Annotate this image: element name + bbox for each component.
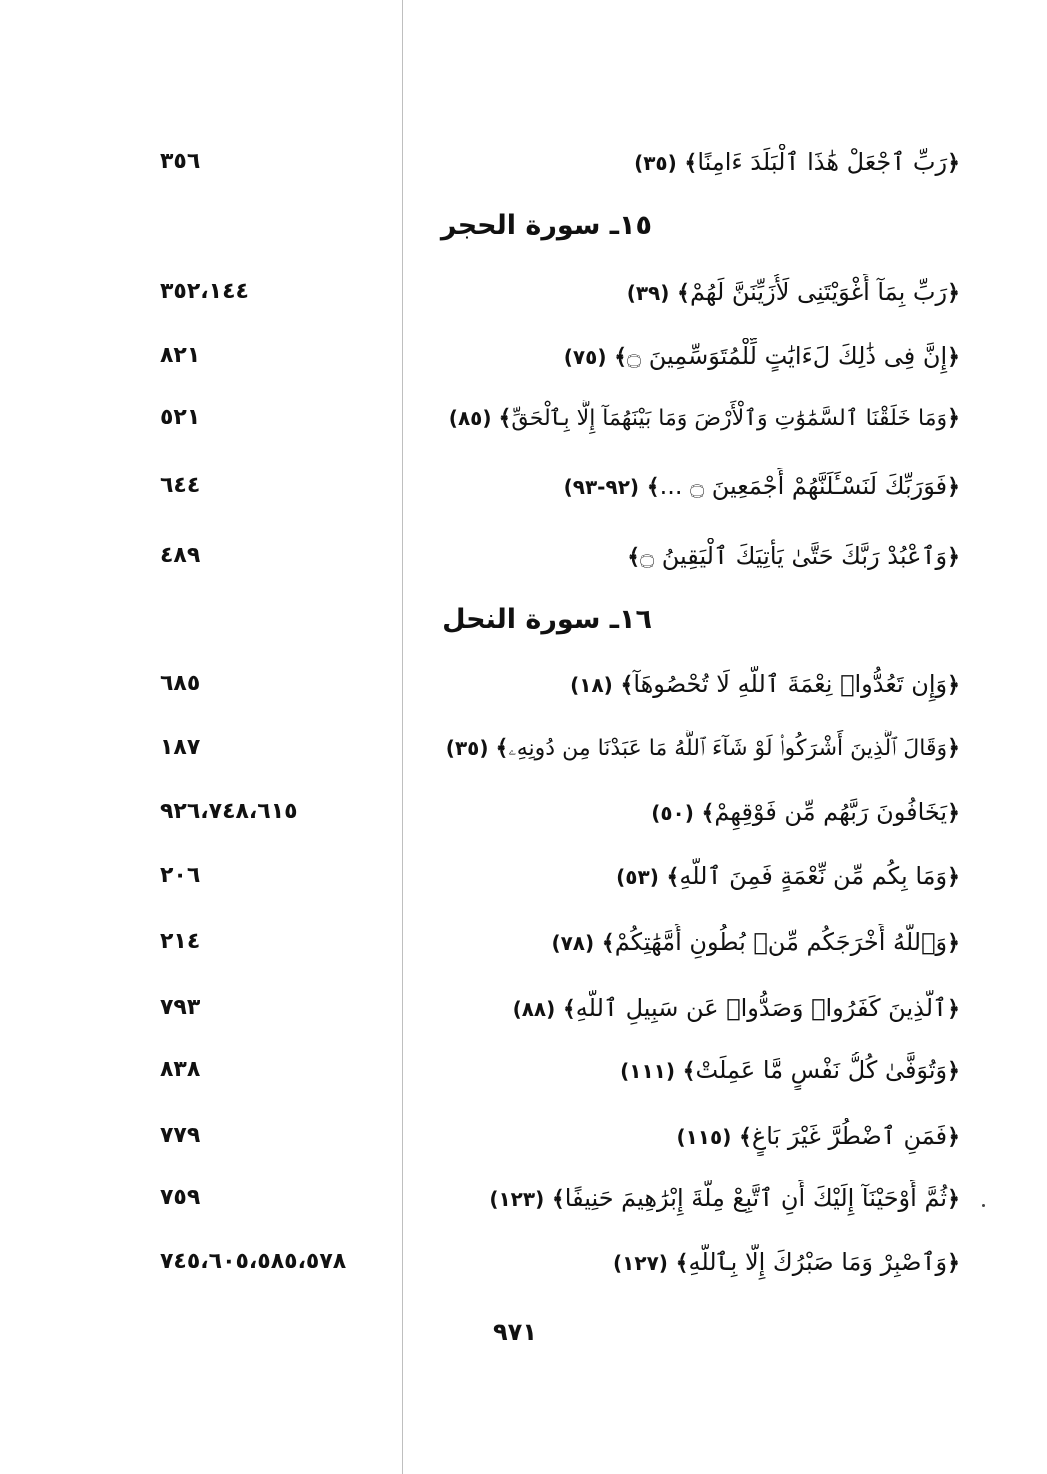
ink-dot: [982, 1204, 985, 1207]
page-references: ٧٤٥،٦٠٥،٥٨٥،٥٧٨: [160, 1249, 347, 1274]
verse-line: [400, 338, 960, 376]
close-bracket: ﴾: [495, 736, 509, 761]
open-bracket: ﴿: [947, 931, 960, 956]
close-bracket: ﴾: [620, 673, 634, 698]
verse-line: [400, 1244, 960, 1282]
page-references: ٧٩٣: [160, 995, 201, 1020]
verse-number: (١٢٧): [613, 1251, 668, 1275]
verse-text: وَمَا بِكُم مِّن نِّعْمَةٍ فَمِنَ ٱللَّهِ: [679, 862, 948, 890]
verse-line: [400, 468, 960, 506]
verse-line: [375, 730, 960, 767]
page-number: ٩٧١: [493, 1318, 537, 1346]
verse-text: ٱلَّذِينَ كَفَرُوا۟ وَصَدُّوا۟ عَن سَبِيلِ ٱللَّهِ: [575, 994, 948, 1022]
list-item: [0, 272, 1047, 322]
list-item: [0, 142, 1047, 192]
open-bracket: ﴿: [947, 1251, 960, 1276]
open-bracket: ﴿: [947, 281, 960, 306]
verse-number: (١٨): [570, 673, 613, 697]
close-bracket: ﴾: [498, 406, 512, 431]
list-item: [0, 1242, 1047, 1292]
page-references: ٢١٤: [160, 929, 201, 954]
verse-text: وَتُوَفَّىٰ كُلُّ نَفْسٍ مَّا عَمِلَتْ: [695, 1056, 948, 1084]
page-references: ٤٨٩: [160, 543, 201, 568]
verse-text: فَوَرَبِّكَ لَنَسْـَٔلَنَّهُمْ أَجْمَعِينَ ۝ ...: [659, 472, 948, 500]
open-bracket: ﴿: [947, 997, 960, 1022]
verse-number: (١٢٣): [489, 1187, 545, 1211]
page-references: ٣٥٢،١٤٤: [160, 279, 249, 304]
open-bracket: ﴿: [947, 801, 960, 826]
open-bracket: ﴿: [947, 865, 960, 890]
verse-text: وَٱللَّهُ أَخْرَجَكُم مِّنۢ بُطُونِ أُمَّهَٰتِكُمْ: [614, 928, 948, 956]
list-item: [0, 856, 1047, 906]
verse-number: (٧٥): [563, 345, 607, 369]
close-bracket: ﴾: [601, 931, 615, 956]
list-item: [0, 728, 1047, 778]
verse-line: [400, 274, 960, 312]
verse-number: (٣٩): [626, 281, 670, 305]
page-references: ١٨٧: [160, 735, 201, 760]
verse-line: [400, 666, 960, 704]
verse-text: وَمَا خَلَقْنَا ٱلسَّمَٰوَٰتِ وَٱلْأَرْضَ وَمَا بَيْنَهُمَآ إِلَّا بِٱلْحَقِّ: [511, 406, 948, 431]
verse-number: (٥٣): [616, 865, 659, 889]
list-item: [0, 398, 1047, 448]
verse-text: إِنَّ فِى ذَٰلِكَ لَءَايَٰتٍ لِّلْمُتَوَسِّمِينَ ۝: [627, 342, 948, 370]
page-references: ٩٢٦،٧٤٨،٦١٥: [160, 799, 298, 824]
verse-line: [400, 538, 960, 576]
verse-text: وَإِن تَعُدُّوا۟ نِعْمَةَ ٱللَّهِ لَا تُحْصُوهَآ: [633, 670, 948, 698]
close-bracket: ﴾: [684, 151, 698, 176]
verse-number: (٥٠): [651, 801, 694, 825]
verse-text: فَمَنِ ٱضْطُرَّ غَيْرَ بَاغٍ: [751, 1122, 948, 1150]
close-bracket: ﴾: [614, 345, 627, 370]
open-bracket: ﴿: [947, 1187, 960, 1212]
open-bracket: ﴿: [947, 151, 960, 176]
page-references: ٣٥٦: [160, 149, 201, 174]
verse-number: (٣٥): [634, 151, 677, 175]
list-item: [0, 336, 1047, 386]
verse-text: يَخَافُونَ رَبَّهُم مِّن فَوْقِهِمْ: [714, 798, 948, 826]
verse-number: (١١١): [620, 1059, 676, 1083]
verse-text: وَٱعْبُدْ رَبَّكَ حَتَّىٰ يَأْتِيَكَ ٱلْيَقِينُ ۝: [640, 542, 948, 570]
close-bracket: ﴾: [677, 281, 690, 306]
verse-line: [400, 924, 960, 962]
verse-number: (٨٥): [448, 406, 492, 430]
verse-text: وَقَالَ ٱلَّذِينَ أَشْرَكُوا۟ لَوْ شَآءَ ٱللَّهُ مَا عَبَدْنَا مِن دُونِهِۦ: [508, 736, 948, 761]
open-bracket: ﴿: [947, 345, 960, 370]
verse-line: [400, 794, 960, 832]
verse-number: (٧٨): [551, 931, 595, 955]
list-item: [0, 1050, 1047, 1100]
verse-text: وَٱصْبِرْ وَمَا صَبْرُكَ إِلَّا بِٱللَّهِ: [688, 1248, 948, 1276]
verse-text: رَبِّ ٱجْعَلْ هَٰذَا ٱلْبَلَدَ ءَامِنًا: [697, 148, 948, 176]
close-bracket: ﴾: [627, 545, 641, 570]
list-item: [0, 792, 1047, 842]
verse-line: [400, 144, 960, 182]
page-references: ٢٠٦: [160, 863, 201, 888]
verse-text: ثُمَّ أَوْحَيْنَآ إِلَيْكَ أَنِ ٱتَّبِعْ مِلَّةَ إِبْرَٰهِيمَ حَنِيفًا: [564, 1184, 948, 1212]
verse-line: [400, 1052, 960, 1090]
verse-number: (٣٥): [445, 736, 489, 760]
verse-number: (٨٨): [512, 997, 556, 1021]
list-item: [0, 466, 1047, 516]
verse-line: [380, 400, 960, 437]
verse-line: [400, 858, 960, 896]
verse-line: [400, 990, 960, 1028]
page-references: ٨٣٨: [160, 1057, 201, 1082]
close-bracket: ﴾: [675, 1251, 689, 1276]
close-bracket: ﴾: [562, 997, 576, 1022]
surah-heading-16: ١٦ـ سورة النحل: [442, 604, 652, 635]
page-references: ٧٥٩: [160, 1185, 201, 1210]
list-item: [0, 988, 1047, 1038]
close-bracket: ﴾: [701, 801, 715, 826]
close-bracket: ﴾: [551, 1187, 565, 1212]
close-bracket: ﴾: [666, 865, 680, 890]
open-bracket: ﴿: [947, 673, 960, 698]
verse-line: [400, 1180, 960, 1218]
list-item: [0, 664, 1047, 714]
verse-text: رَبِّ بِمَآ أَغْوَيْتَنِى لَأُزَيِّنَنَّ لَهُمْ: [689, 278, 948, 306]
page-references: ٥٢١: [160, 405, 201, 430]
page-references: ٨٢١: [160, 343, 201, 368]
open-bracket: ﴿: [947, 1125, 960, 1150]
list-item: [0, 1178, 1047, 1228]
list-item: [0, 1116, 1047, 1166]
page-references: ٧٧٩: [160, 1123, 201, 1148]
surah-heading-15: ١٥ـ سورة الحجر: [440, 210, 652, 241]
verse-number: (١١٥): [676, 1125, 732, 1149]
open-bracket: ﴿: [947, 545, 960, 570]
verse-number: (٩٢-٩٣): [563, 475, 640, 499]
verse-line: [400, 1118, 960, 1156]
open-bracket: ﴿: [947, 406, 960, 431]
list-item: [0, 922, 1047, 972]
open-bracket: ﴿: [947, 475, 960, 500]
close-bracket: ﴾: [682, 1059, 696, 1084]
close-bracket: ﴾: [646, 475, 660, 500]
page-references: ٦٤٤: [160, 473, 201, 498]
list-item: [0, 536, 1047, 586]
page-references: ٦٨٥: [160, 671, 201, 696]
close-bracket: ﴾: [738, 1125, 752, 1150]
open-bracket: ﴿: [947, 736, 960, 761]
open-bracket: ﴿: [947, 1059, 960, 1084]
